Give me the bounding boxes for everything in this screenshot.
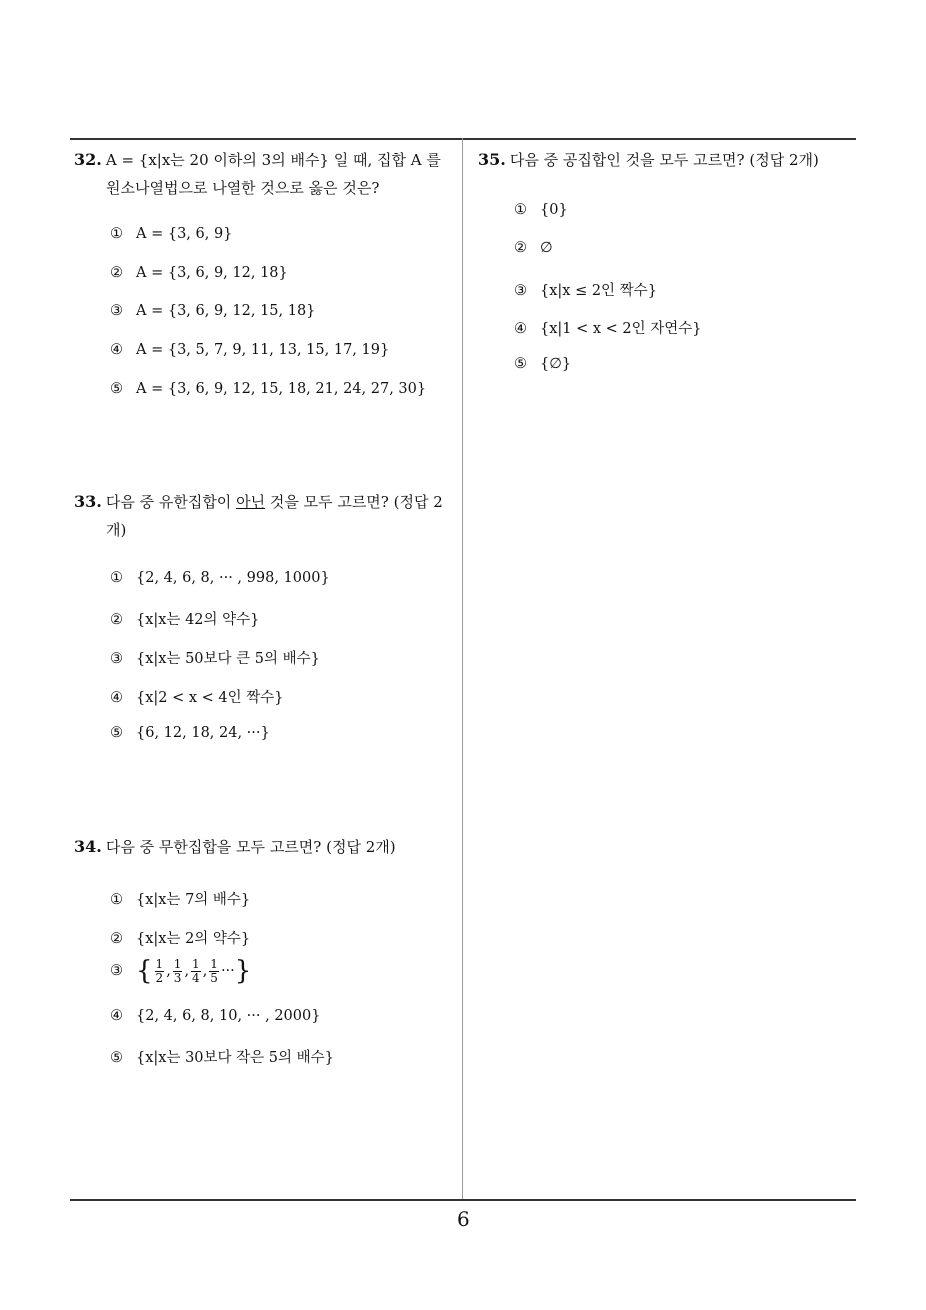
option-text: {x|x는 2의 약수} [136, 931, 251, 947]
bottom-rule [70, 1199, 856, 1201]
option-3: ③ { $\frac{1}{2}$ , $\frac{1}{3}$ , $\frac{1}{4}$ , $\frac{1}{5}$ ···} [110, 956, 252, 986]
question-stem-before: 다음 중 유한집합이 [105, 493, 237, 511]
option-marker: ④ [110, 1008, 123, 1024]
option-3 [514, 279, 657, 300]
option-5 [110, 381, 426, 397]
question-number: 35. [478, 150, 506, 169]
question-number: 34. [74, 837, 102, 856]
question-stem-after: 것을 모두 고르면? (정답 2 [265, 493, 443, 511]
column-divider [462, 138, 463, 1200]
option-marker: ① [110, 226, 123, 242]
option-text: A = {3, 6, 9, 12, 15, 18} [136, 303, 316, 319]
option-text: {6, 12, 18, 24, ···} [136, 725, 270, 741]
question-number: 33. [74, 492, 102, 511]
page-number: 6 [457, 1207, 470, 1231]
option-text: {∅} [540, 356, 572, 372]
option-marker: ⑤ [110, 725, 123, 741]
fraction-1-4: $\frac{1}{4}$ [192, 956, 200, 985]
question-stem: A = {x|x는 20 이하의 3의 배수} 일 때, 집합 A 를 [105, 151, 441, 169]
option-2 [110, 265, 288, 281]
option-marker: ② [110, 265, 123, 281]
option-1 [514, 202, 568, 218]
option-5 [514, 356, 571, 372]
fraction-1-3: $\frac{1}{3}$ [173, 956, 182, 985]
fraction-1-2: $\frac{1}{2}$ [155, 956, 164, 985]
option-5 [110, 725, 270, 741]
option-3 [110, 647, 320, 668]
question-34 [74, 833, 460, 861]
option-2 [110, 608, 259, 629]
option-text: {x|x는 50보다 큰 5의 배수} [136, 651, 320, 667]
fraction-1-5: $\frac{1}{5}$ [210, 956, 218, 985]
option-text: {2, 4, 6, 8, ··· , 998, 1000} [136, 570, 330, 586]
question-number: 32. [74, 150, 102, 169]
option-text: {x|1 < x < 2인 자연수} [540, 321, 702, 337]
question-stem: 다음 중 무한집합을 모두 고르면? (정답 2개) [105, 838, 396, 856]
question-stem: 다음 중 공집합인 것을 모두 고르면? (정답 2개) [509, 151, 819, 169]
brace-close: } [234, 956, 252, 986]
option-2 [110, 927, 250, 948]
option-text: {x|x는 7의 배수} [136, 892, 251, 908]
option-text: A = {3, 6, 9} [136, 226, 233, 242]
option-text: A = {3, 5, 7, 9, 11, 13, 15, 17, 19} [136, 342, 390, 358]
option-4 [110, 686, 284, 707]
option-text: {x|x는 30보다 작은 5의 배수} [136, 1050, 334, 1066]
option-marker: ⑤ [110, 1050, 123, 1066]
top-rule [70, 138, 856, 140]
question-33 [74, 488, 460, 544]
brace-open: { [136, 956, 153, 986]
ellipsis: ··· [220, 963, 235, 979]
option-1 [110, 888, 250, 909]
option-text: {x|x ≤ 2인 짝수} [540, 283, 657, 299]
option-text: {0} [540, 202, 568, 218]
option-marker: ③ [110, 651, 123, 667]
question-stem-underlined: 아닌 [236, 493, 266, 511]
option-marker: ① [110, 570, 123, 586]
option-text: A = {3, 6, 9, 12, 15, 18, 21, 24, 27, 30} [136, 381, 427, 397]
option-text: ∅ [540, 240, 553, 256]
option-marker: ③ [514, 283, 527, 299]
option-marker: ④ [110, 690, 123, 706]
question-stem-line2: 개) [106, 521, 127, 539]
option-marker: ② [110, 612, 123, 628]
option-4 [110, 342, 389, 358]
question-32 [74, 146, 460, 202]
option-text: A = {3, 6, 9, 12, 18} [136, 265, 288, 281]
option-marker: ② [514, 240, 527, 256]
option-4 [514, 317, 702, 338]
question-stem-line2: 원소나열법으로 나열한 것으로 옳은 것은? [106, 179, 380, 197]
question-35 [478, 146, 848, 174]
option-marker: ② [110, 931, 123, 947]
option-3 [110, 303, 315, 319]
option-marker: ④ [110, 342, 123, 358]
option-marker: ⑤ [110, 381, 123, 397]
option-5 [110, 1046, 334, 1067]
option-marker: ① [110, 892, 123, 908]
option-text: {x|2 < x < 4인 짝수} [136, 690, 284, 706]
option-marker: ① [514, 202, 527, 218]
option-marker: ④ [514, 321, 527, 337]
option-1 [110, 226, 232, 242]
option-text: {2, 4, 6, 8, 10, ··· , 2000} [136, 1008, 321, 1024]
option-text: {x|x는 42의 약수} [136, 612, 260, 628]
option-2 [514, 240, 553, 256]
option-1 [110, 570, 330, 586]
option-4 [110, 1008, 320, 1024]
option-marker: ③ [110, 963, 123, 979]
option-marker: ③ [110, 303, 123, 319]
option-marker: ⑤ [514, 356, 527, 372]
